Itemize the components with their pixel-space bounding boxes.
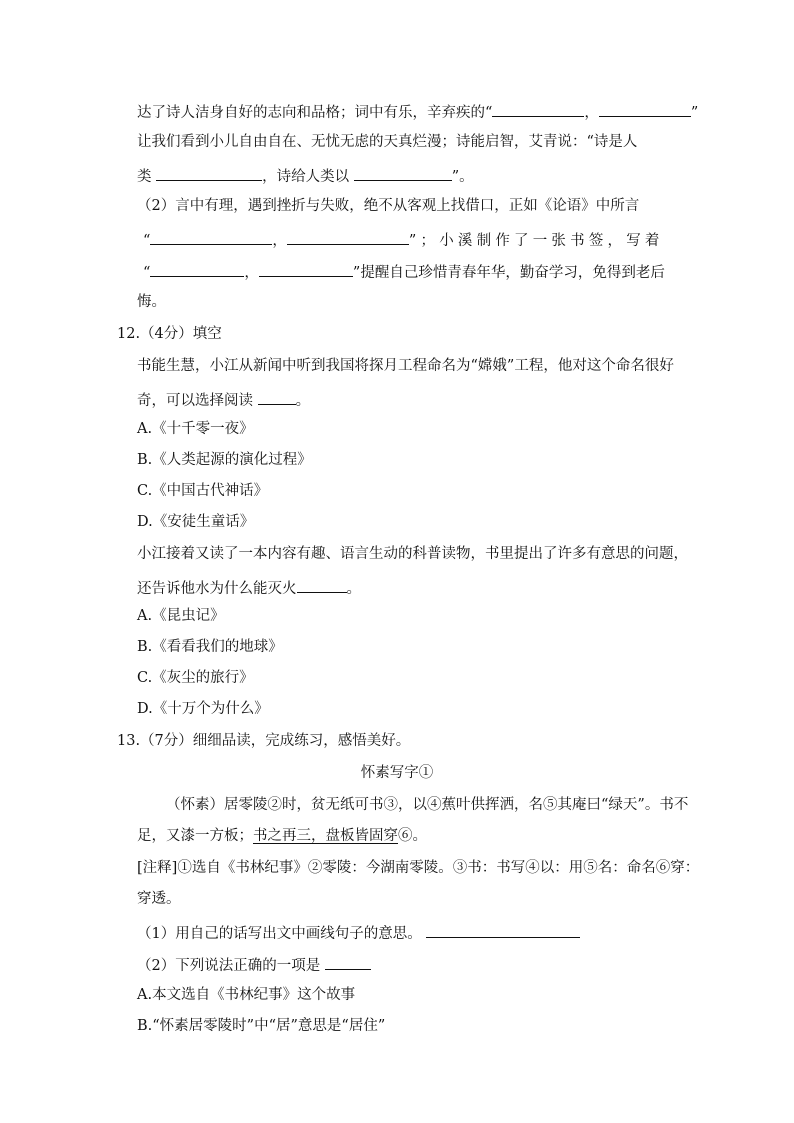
q12-header bbox=[117, 324, 222, 344]
q12-second-pre: 还告诉他水为什么能灭火 bbox=[137, 581, 297, 597]
passage-text: 足，又漆一方板； bbox=[137, 828, 253, 844]
q11-line-3-pre: 类 bbox=[137, 169, 157, 185]
answer-blank[interactable] bbox=[258, 388, 296, 405]
option-label: A.《昆虫记》 bbox=[137, 608, 225, 624]
q13-sub-question-1 bbox=[137, 921, 580, 944]
q11-line-1-text: 达了诗人洁身自好的志向和品格；词中有乐，辛弃疾的“ bbox=[137, 105, 493, 121]
option-item[interactable] bbox=[137, 512, 254, 532]
q13-sub-question-2 bbox=[137, 953, 371, 976]
option-label: B.《人类起源的演化过程》 bbox=[137, 452, 312, 468]
passage-text: ⑥。 bbox=[398, 828, 427, 844]
option-item[interactable] bbox=[137, 985, 355, 1005]
note-text: 穿透。 bbox=[137, 891, 181, 907]
q11-line-2-text: 让我们看到小儿自由自在、无忧无虑的天真烂漫；诗能启智，艾青说：“诗是人 bbox=[137, 134, 638, 150]
option-label: A.本文选自《书林纪事》这个故事 bbox=[137, 987, 356, 1003]
option-label: B.《看看我们的地球》 bbox=[137, 639, 283, 655]
answer-blank[interactable] bbox=[297, 576, 347, 593]
option-item[interactable] bbox=[137, 481, 268, 501]
open-quote: “ bbox=[143, 265, 151, 281]
answer-blank[interactable] bbox=[150, 228, 272, 245]
q12-intro-text: 书能生慧，小江从新闻中听到我国将探月工程命名为“嫦娥”工程，他对这个命名很好 bbox=[137, 358, 674, 374]
option-label: D.《十万个为什么》 bbox=[137, 701, 269, 717]
q11-part2-line-4-text: 悔。 bbox=[137, 294, 166, 310]
q12-second-line-2 bbox=[137, 576, 361, 599]
passage-line-1 bbox=[166, 795, 688, 815]
answer-blank[interactable] bbox=[599, 100, 691, 117]
option-item[interactable] bbox=[137, 668, 254, 688]
q11-part2-line-2-post: ”；小溪制作了一张书签，写着 bbox=[408, 233, 664, 249]
answer-blank[interactable] bbox=[150, 260, 244, 277]
comma: ， bbox=[244, 265, 259, 281]
note-text: [注释]①选自《书林纪事》②零陵：今湖南零陵。③书：书写④以：用⑤名：命名⑥穿： bbox=[137, 860, 700, 876]
question-header: 13.（7分）细细品读，完成练习，感悟美好。 bbox=[117, 733, 411, 749]
sub-question-text: （1）用自己的话写出文中画线句子的意思。 bbox=[137, 926, 427, 942]
option-item[interactable] bbox=[137, 699, 269, 719]
q12-second-line-1 bbox=[137, 544, 688, 564]
q11-part2-line-4 bbox=[137, 292, 166, 312]
q11-line-2 bbox=[137, 132, 637, 152]
question-header: 12.（4分）填空 bbox=[117, 326, 222, 342]
sub-question-text: （2）下列说法正确的一项是 bbox=[137, 958, 325, 974]
q11-line-3-mid: ，诗给人类以 bbox=[262, 169, 354, 185]
comma: ， bbox=[584, 105, 599, 121]
answer-blank[interactable] bbox=[287, 228, 409, 245]
option-label: D.《安徒生童话》 bbox=[137, 514, 255, 530]
q13-header bbox=[117, 731, 410, 751]
answer-blank[interactable] bbox=[156, 164, 262, 181]
comma: ， bbox=[272, 233, 287, 249]
option-item[interactable] bbox=[137, 606, 225, 626]
open-quote: “ bbox=[143, 233, 151, 249]
q11-part2-line-1 bbox=[137, 196, 639, 216]
option-label: B.“怀素居零陵时”中“居”意思是“居住” bbox=[137, 1018, 386, 1034]
period: 。 bbox=[346, 581, 361, 597]
note-line-2 bbox=[137, 889, 181, 909]
q12-intro-line-2 bbox=[137, 388, 310, 411]
option-item[interactable] bbox=[137, 1016, 385, 1036]
option-item[interactable] bbox=[137, 450, 312, 470]
close-quote: ” bbox=[690, 105, 699, 121]
underlined-sentence: 书之再三，盘板皆固穿 bbox=[253, 828, 398, 844]
answer-blank[interactable] bbox=[492, 100, 584, 117]
option-label: C.《灰尘的旅行》 bbox=[137, 670, 254, 686]
q12-second-text: 小江接着又读了一本内容有趣、语言生动的科普读物，书里提出了许多有意思的问题， bbox=[137, 546, 688, 562]
period: 。 bbox=[295, 393, 311, 409]
option-label: A.《十千零一夜》 bbox=[137, 421, 254, 437]
q11-part2-line-1-text: （2）言中有理，遇到挫折与失败，绝不从客观上找借口，正如《论语》中所言 bbox=[137, 198, 640, 214]
q11-line-1 bbox=[137, 100, 698, 123]
q12-intro-pre: 奇，可以选择阅读 bbox=[137, 393, 258, 409]
answer-blank[interactable] bbox=[325, 953, 371, 970]
q11-part2-line-3 bbox=[143, 260, 665, 283]
option-label: C.《中国古代神话》 bbox=[137, 483, 269, 499]
option-item[interactable] bbox=[137, 419, 254, 439]
passage-title bbox=[0, 763, 794, 783]
q11-part2-line-2 bbox=[143, 228, 664, 251]
q11-part2-line-3-post: ”提醒自己珍惜青春年华，勤奋学习，免得到老后 bbox=[352, 265, 665, 281]
q11-line-3 bbox=[137, 164, 474, 187]
answer-blank[interactable] bbox=[426, 921, 580, 938]
option-item[interactable] bbox=[137, 637, 283, 657]
q11-line-3-post: ”。 bbox=[451, 169, 474, 185]
passage-line-2 bbox=[137, 826, 427, 846]
passage-text: （怀素）居零陵②时，贫无纸可书③，以④蕉叶供挥洒，名⑤其庵曰“绿天”。书不 bbox=[166, 797, 689, 813]
passage-title-text: 怀素写字① bbox=[360, 765, 434, 781]
note-line-1 bbox=[137, 858, 699, 878]
answer-blank[interactable] bbox=[259, 260, 353, 277]
q12-intro-line-1 bbox=[137, 356, 674, 376]
answer-blank[interactable] bbox=[354, 164, 452, 181]
